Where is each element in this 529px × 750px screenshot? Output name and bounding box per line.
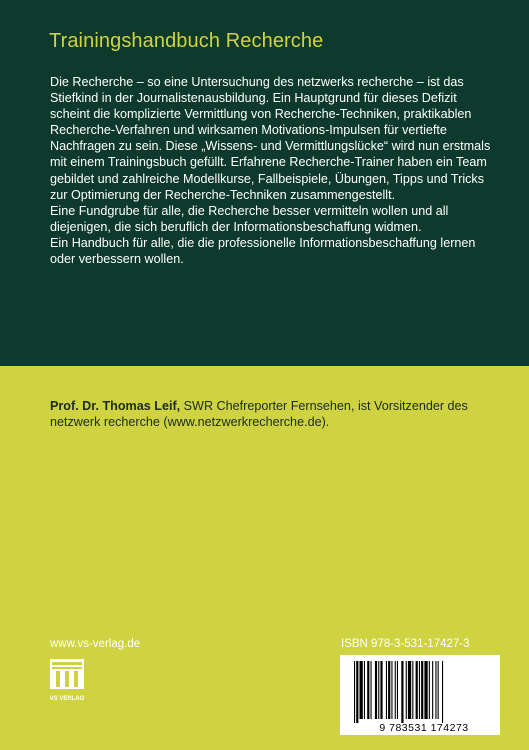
- barcode-bar: [378, 661, 379, 719]
- barcode-bar: [416, 661, 418, 719]
- isbn-label: ISBN 978-3-531-17427-3: [341, 638, 470, 650]
- author-bio: [50, 398, 490, 430]
- barcode-digits: 9 783531 174273: [379, 722, 469, 734]
- barcode-bar: [435, 661, 436, 719]
- barcode-bar: [364, 661, 365, 719]
- barcode-bar: [395, 661, 396, 719]
- author-description: SWR Chefreporter Fernsehen, ist Vorsitzender des netzwerk recherche (www.netzwerkrecherche.de).: [50, 399, 468, 430]
- barcode-bar: [367, 661, 369, 719]
- barcode-bar: [408, 661, 411, 719]
- blurb-paragraph: Die Recherche – so eine Untersuchung des netzwerks recherche – ist das Stiefkind in der Journalistenausbildung. Ein Hauptgrund für dieses Defizit scheint die komplizierte Vermittlung von Recherche-Techniken, praktikablen Recherche-Verfahren und wirksamen Motivations-Impulsen für vertiefte Nachfragen zu sein. Diese „Wissens- und Vermittlungslücke“ wird nun erstmals mit einem Trainingsbuch gefüllt. Erfahrene Recherche-Trainer haben ein Team gebildet und zahlreiche Modellkurse, Fallbeispiele, Übungen, Tipps und Tricks zur Optimierung der Recherche-Techniken zusammengestellt.: [50, 75, 491, 202]
- publisher-logo-icon: [50, 659, 84, 704]
- barcode-bar: [442, 661, 443, 723]
- barcode-bar: [386, 661, 387, 719]
- barcode-bar: [375, 661, 377, 719]
- barcode: [340, 655, 500, 735]
- barcode-bar: [421, 661, 423, 719]
- blurb-paragraph: Ein Handbuch für alle, die die professionelle Informationsbeschaffung lernen oder verbessern wollen.: [50, 235, 476, 267]
- barcode-bar: [429, 661, 430, 719]
- publisher-url[interactable]: www.vs-verlag.de: [50, 638, 141, 650]
- barcode-bar: [360, 661, 363, 719]
- barcode-bar: [388, 661, 390, 719]
- barcode-bar: [432, 661, 433, 719]
- barcode-bar: [354, 661, 355, 723]
- barcode-bar: [412, 661, 413, 719]
- barcode-bar: [401, 661, 403, 723]
- blurb-paragraph: Eine Fundgrube für alle, die Recherche besser vermitteln wollen und all diejenigen, die sich beruflich der Informationsbeschaffung widmen.: [50, 203, 449, 234]
- book-blurb: [50, 74, 500, 267]
- barcode-graphic: [340, 655, 500, 735]
- barcode-bar: [406, 661, 407, 719]
- barcode-bar: [424, 661, 427, 719]
- logo-text: VS VERLAG: [50, 696, 84, 702]
- barcode-bar: [419, 661, 420, 719]
- barcode-bar: [371, 661, 372, 719]
- barcode-bar: [391, 661, 392, 719]
- author-name: Prof. Dr. Thomas Leif,: [50, 399, 181, 413]
- barcode-bar: [397, 661, 398, 719]
- barcode-bar: [356, 661, 358, 723]
- barcode-bar: [380, 661, 382, 719]
- book-title: Trainingshandbuch Recherche: [49, 30, 324, 52]
- barcode-bar: [438, 661, 439, 719]
